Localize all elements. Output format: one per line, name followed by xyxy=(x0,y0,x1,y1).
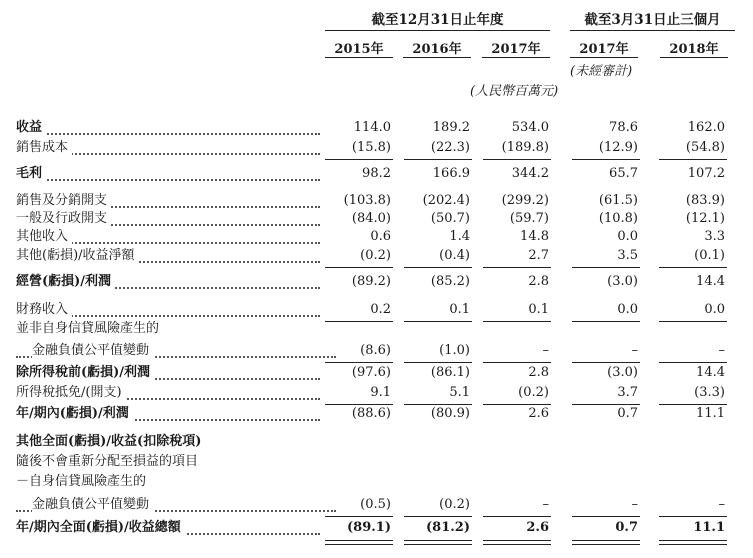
total-double-rule xyxy=(659,540,727,545)
row-value: 0.7 xyxy=(615,520,638,535)
row-value: (12.1) xyxy=(685,211,725,226)
row-label xyxy=(16,519,320,537)
row-value: – xyxy=(718,343,725,358)
total-top-rule xyxy=(483,516,551,517)
year-header-2017-q1: 2017年 xyxy=(579,42,629,57)
row-value xyxy=(315,433,391,451)
subtotal-rule xyxy=(483,159,551,160)
year-rule-2015 xyxy=(325,57,393,58)
row-label-text: 金融負債公平值變動 xyxy=(32,343,153,358)
unit-note: (人民幣百萬元) xyxy=(470,84,559,99)
subtotal-rule xyxy=(572,267,640,268)
row-value: 0.0 xyxy=(617,229,638,244)
row-value: (80.9) xyxy=(430,406,470,421)
row-value: 2.7 xyxy=(528,248,549,263)
row-value: (103.8) xyxy=(343,193,391,208)
row-label-text: 毛利 xyxy=(16,166,46,181)
row-value: 0.2 xyxy=(370,302,391,317)
row-value xyxy=(394,433,470,451)
row-label xyxy=(16,405,320,423)
header-group-three-months: 截至3月31日止三個月 xyxy=(584,12,721,28)
year-rule-2018-q1 xyxy=(660,57,728,58)
row-value: 14.4 xyxy=(696,365,725,380)
row-value: 3.3 xyxy=(704,229,725,244)
row-value: (83.9) xyxy=(685,193,725,208)
row-label-text: 除所得稅前(虧損)/利潤 xyxy=(16,365,154,380)
row-value xyxy=(562,453,638,471)
row-value: (0.2) xyxy=(518,385,549,400)
row-value: (81.2) xyxy=(426,520,470,535)
row-value: (0.1) xyxy=(694,248,725,263)
row-value: 78.6 xyxy=(609,120,638,135)
row-value xyxy=(649,320,725,338)
subtotal-rule xyxy=(325,362,393,363)
row-label-text: 經營(虧損)/利潤 xyxy=(16,274,115,289)
row-value: (22.3) xyxy=(430,140,470,155)
row-label xyxy=(16,473,320,491)
row-value xyxy=(562,433,638,451)
row-value: (84.0) xyxy=(351,211,391,226)
row-label xyxy=(16,273,320,291)
row-value: 14.8 xyxy=(520,229,549,244)
row-label xyxy=(16,496,336,514)
total-double-rule xyxy=(483,540,551,545)
row-value: 2.6 xyxy=(526,520,549,535)
row-value: (0.5) xyxy=(360,497,391,512)
year-rule-2016 xyxy=(403,57,471,58)
subtotal-rule xyxy=(659,267,727,268)
row-value: (15.8) xyxy=(351,140,391,155)
row-value: (86.1) xyxy=(430,365,470,380)
total-double-rule xyxy=(572,540,640,545)
row-value: (97.6) xyxy=(351,365,391,380)
row-value: (0.4) xyxy=(439,248,470,263)
row-value xyxy=(649,433,725,451)
row-value: 162.0 xyxy=(687,120,725,135)
subtotal-rule xyxy=(404,362,472,363)
row-value: (0.2) xyxy=(360,248,391,263)
row-value xyxy=(315,320,391,338)
row-value xyxy=(649,473,725,491)
row-value: 166.9 xyxy=(432,166,470,181)
row-value: 2.8 xyxy=(528,274,549,289)
row-value: 11.1 xyxy=(696,406,725,421)
row-value: 2.8 xyxy=(528,365,549,380)
row-value: (189.8) xyxy=(501,140,549,155)
row-value: (202.4) xyxy=(422,193,470,208)
row-label-text: 年/期內(虧損)/利潤 xyxy=(16,406,133,421)
total-top-rule xyxy=(572,516,640,517)
year-header-2016: 2016年 xyxy=(412,42,462,57)
row-value: 0.0 xyxy=(704,302,725,317)
row-value: 98.2 xyxy=(362,166,391,181)
row-value: 2.6 xyxy=(528,406,549,421)
row-value: (61.5) xyxy=(598,193,638,208)
row-value xyxy=(315,453,391,471)
row-value: 0.7 xyxy=(617,406,638,421)
row-value: (50.7) xyxy=(430,211,470,226)
subtotal-rule xyxy=(572,362,640,363)
row-value: 534.0 xyxy=(511,120,549,135)
row-label-text: 財務收入 xyxy=(16,302,72,317)
row-value: (3.0) xyxy=(607,365,638,380)
row-value xyxy=(562,473,638,491)
row-label-text: 一般及行政開支 xyxy=(16,211,111,226)
row-value: 0.1 xyxy=(528,302,549,317)
row-label-text: 所得稅抵免/(開支) xyxy=(16,385,126,400)
row-value: (89.2) xyxy=(351,274,391,289)
row-label-text: 金融負債公平值變動 xyxy=(32,497,153,512)
row-value: 0.6 xyxy=(370,229,391,244)
row-label xyxy=(16,192,320,210)
row-value: (3.3) xyxy=(694,385,725,400)
subtotal-rule xyxy=(483,267,551,268)
row-value: – xyxy=(542,343,549,358)
row-value: (299.2) xyxy=(501,193,549,208)
row-value: (3.0) xyxy=(607,274,638,289)
row-value xyxy=(394,453,470,471)
total-top-rule xyxy=(659,516,727,517)
row-value: 11.1 xyxy=(693,520,725,535)
row-label-text: 其他收入 xyxy=(16,229,72,244)
row-value: (54.8) xyxy=(685,140,725,155)
total-top-rule xyxy=(325,516,393,517)
row-value: 1.4 xyxy=(449,229,470,244)
row-label-text: 其他(虧損)/收益淨額 xyxy=(16,248,139,263)
row-label xyxy=(16,453,320,471)
row-value xyxy=(473,453,549,471)
row-label xyxy=(16,165,320,183)
row-value: (85.2) xyxy=(430,274,470,289)
subtotal-rule xyxy=(572,159,640,160)
row-value: 9.1 xyxy=(370,385,391,400)
row-value xyxy=(473,433,549,451)
subtotal-rule xyxy=(404,159,472,160)
row-label xyxy=(16,384,320,402)
row-label-text: 銷售成本 xyxy=(16,140,72,155)
row-value: 5.1 xyxy=(449,385,470,400)
row-label xyxy=(16,139,320,157)
row-value: (10.8) xyxy=(598,211,638,226)
row-value: – xyxy=(631,497,638,512)
row-value xyxy=(473,473,549,491)
row-value: (88.6) xyxy=(351,406,391,421)
row-value: (0.2) xyxy=(439,497,470,512)
year-header-2018-q1: 2018年 xyxy=(669,42,719,57)
row-value: 3.7 xyxy=(617,385,638,400)
row-label-text: 收益 xyxy=(16,120,46,135)
row-value: 65.7 xyxy=(609,166,638,181)
subtotal-rule xyxy=(325,159,393,160)
subtotal-rule xyxy=(659,362,727,363)
row-label-text: －自身信貸風險產生的 xyxy=(16,474,150,489)
row-label xyxy=(16,320,320,338)
subtotal-rule xyxy=(659,159,727,160)
row-value: (12.9) xyxy=(598,140,638,155)
row-label xyxy=(16,247,320,265)
row-label xyxy=(16,301,320,319)
row-label-text: 其他全面(虧損)/收益(扣除稅項) xyxy=(16,434,205,449)
row-value xyxy=(649,453,725,471)
year-header-2017: 2017年 xyxy=(491,42,541,57)
row-label xyxy=(16,119,320,137)
row-value xyxy=(315,473,391,491)
subtotal-rule xyxy=(325,267,393,268)
row-value: 107.2 xyxy=(687,166,725,181)
unaudited-note: (未經審計) xyxy=(570,64,633,79)
dot-leader xyxy=(16,133,320,135)
row-value: – xyxy=(718,497,725,512)
row-value xyxy=(473,320,549,338)
row-value: 0.1 xyxy=(449,302,470,317)
year-rule-2017 xyxy=(482,57,550,58)
row-label xyxy=(16,228,320,246)
row-label xyxy=(16,364,320,382)
row-label-text: 並非自身信貸風險產生的 xyxy=(16,321,163,336)
row-value xyxy=(562,320,638,338)
header-group-b-rule xyxy=(570,30,735,31)
row-value: (1.0) xyxy=(439,343,470,358)
row-value xyxy=(394,320,470,338)
row-label xyxy=(16,433,320,451)
row-value: 189.2 xyxy=(432,120,470,135)
header-group-a-rule xyxy=(325,30,550,31)
total-double-rule xyxy=(325,540,393,545)
total-double-rule xyxy=(404,540,472,545)
row-value: (59.7) xyxy=(509,211,549,226)
row-value: (8.6) xyxy=(360,343,391,358)
row-label xyxy=(16,342,336,360)
row-value: (89.1) xyxy=(347,520,391,535)
header-group-year-ended: 截至12月31日止年度 xyxy=(371,12,504,28)
subtotal-rule xyxy=(483,362,551,363)
subtotal-rule xyxy=(404,267,472,268)
row-value: 344.2 xyxy=(511,166,549,181)
row-label-text: 隨後不會重新分配至損益的項目 xyxy=(16,454,202,469)
row-value: 114.0 xyxy=(353,120,391,135)
row-label-text: 銷售及分銷開支 xyxy=(16,193,111,208)
year-rule-2017-q1 xyxy=(570,57,638,58)
year-header-2015: 2015年 xyxy=(334,42,384,57)
total-top-rule xyxy=(404,516,472,517)
dot-leader xyxy=(16,179,320,181)
row-label-text: 年/期內全面(虧損)/收益總額 xyxy=(16,520,185,535)
row-value xyxy=(394,473,470,491)
row-value: 3.5 xyxy=(617,248,638,263)
row-value: 0.0 xyxy=(617,302,638,317)
row-value: – xyxy=(542,497,549,512)
row-value: 14.4 xyxy=(696,274,725,289)
row-label xyxy=(16,210,320,228)
row-value: – xyxy=(631,343,638,358)
